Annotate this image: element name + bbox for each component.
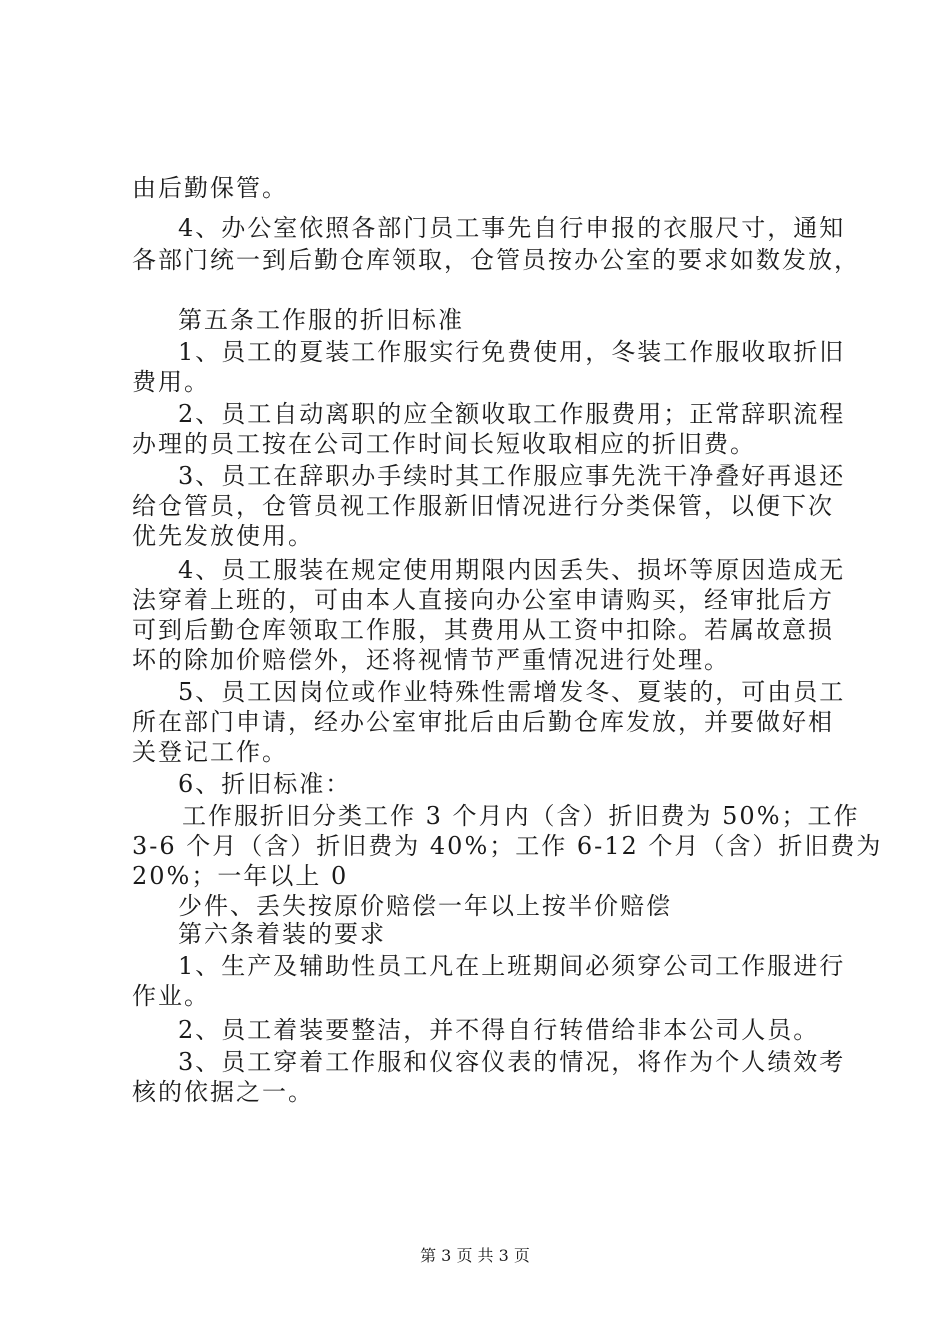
body-text-line: 6、折旧标准：	[178, 770, 352, 798]
body-text-line: 各部门统一到后勤仓库领取，仓管员按办公室的要求如数发放，	[132, 246, 860, 274]
body-text-line: 办理的员工按在公司工作时间长短收取相应的折旧费。	[132, 430, 756, 458]
body-text-line: 坏的除加价赔偿外，还将视情节严重情况进行处理。	[132, 646, 730, 674]
body-text-line: 4、员工服装在规定使用期限内因丢失、损坏等原因造成无	[178, 556, 846, 584]
section-heading: 第六条着装的要求	[178, 920, 386, 948]
body-text-line: 法穿着上班的，可由本人直接向办公室申请购买，经审批后方	[132, 586, 834, 614]
body-text-line: 费用。	[132, 368, 210, 396]
body-text-line: 1、员工的夏装工作服实行免费使用，冬装工作服收取折旧	[178, 338, 846, 366]
section-heading: 第五条工作服的折旧标准	[178, 306, 464, 334]
body-text-line: 4、办公室依照各部门员工事先自行申报的衣服尺寸，通知	[178, 214, 846, 242]
body-text-line: 所在部门申请，经办公室审批后由后勤仓库发放，并要做好相	[132, 708, 834, 736]
body-text-line: 少件、丢失按原价赔偿一年以上按半价赔偿	[178, 892, 672, 920]
body-text-line: 关登记工作。	[132, 738, 288, 766]
page-footer: 第 3 页 共 3 页	[420, 1246, 530, 1265]
body-text-line: 3、员工穿着工作服和仪容仪表的情况，将作为个人绩效考	[178, 1048, 846, 1076]
body-text-line: 3-6 个月（含）折旧费为 40%；工作 6-12 个月（含）折旧费为	[132, 832, 883, 860]
body-text-line: 2、员工自动离职的应全额收取工作服费用；正常辞职流程	[178, 400, 846, 428]
body-text-line: 可到后勤仓库领取工作服，其费用从工资中扣除。若属故意损	[132, 616, 834, 644]
body-text-line: 5、员工因岗位或作业特殊性需增发冬、夏装的，可由员工	[178, 678, 846, 706]
body-text-line: 优先发放使用。	[132, 522, 314, 550]
body-text-line: 1、生产及辅助性员工凡在上班期间必须穿公司工作服进行	[178, 952, 846, 980]
body-text-line: 20%；一年以上 0	[132, 862, 349, 890]
body-text-line: 工作服折旧分类工作 3 个月内（含）折旧费为 50%；工作	[182, 802, 860, 830]
body-text-line: 作业。	[132, 982, 210, 1010]
body-text-line: 由后勤保管。	[132, 174, 288, 202]
body-text-line: 核的依据之一。	[132, 1078, 314, 1106]
body-text-line: 2、员工着装要整洁，并不得自行转借给非本公司人员。	[178, 1016, 820, 1044]
body-text-line: 给仓管员，仓管员视工作服新旧情况进行分类保管，以便下次	[132, 492, 834, 520]
body-text-line: 3、员工在辞职办手续时其工作服应事先洗干净叠好再退还	[178, 462, 846, 490]
